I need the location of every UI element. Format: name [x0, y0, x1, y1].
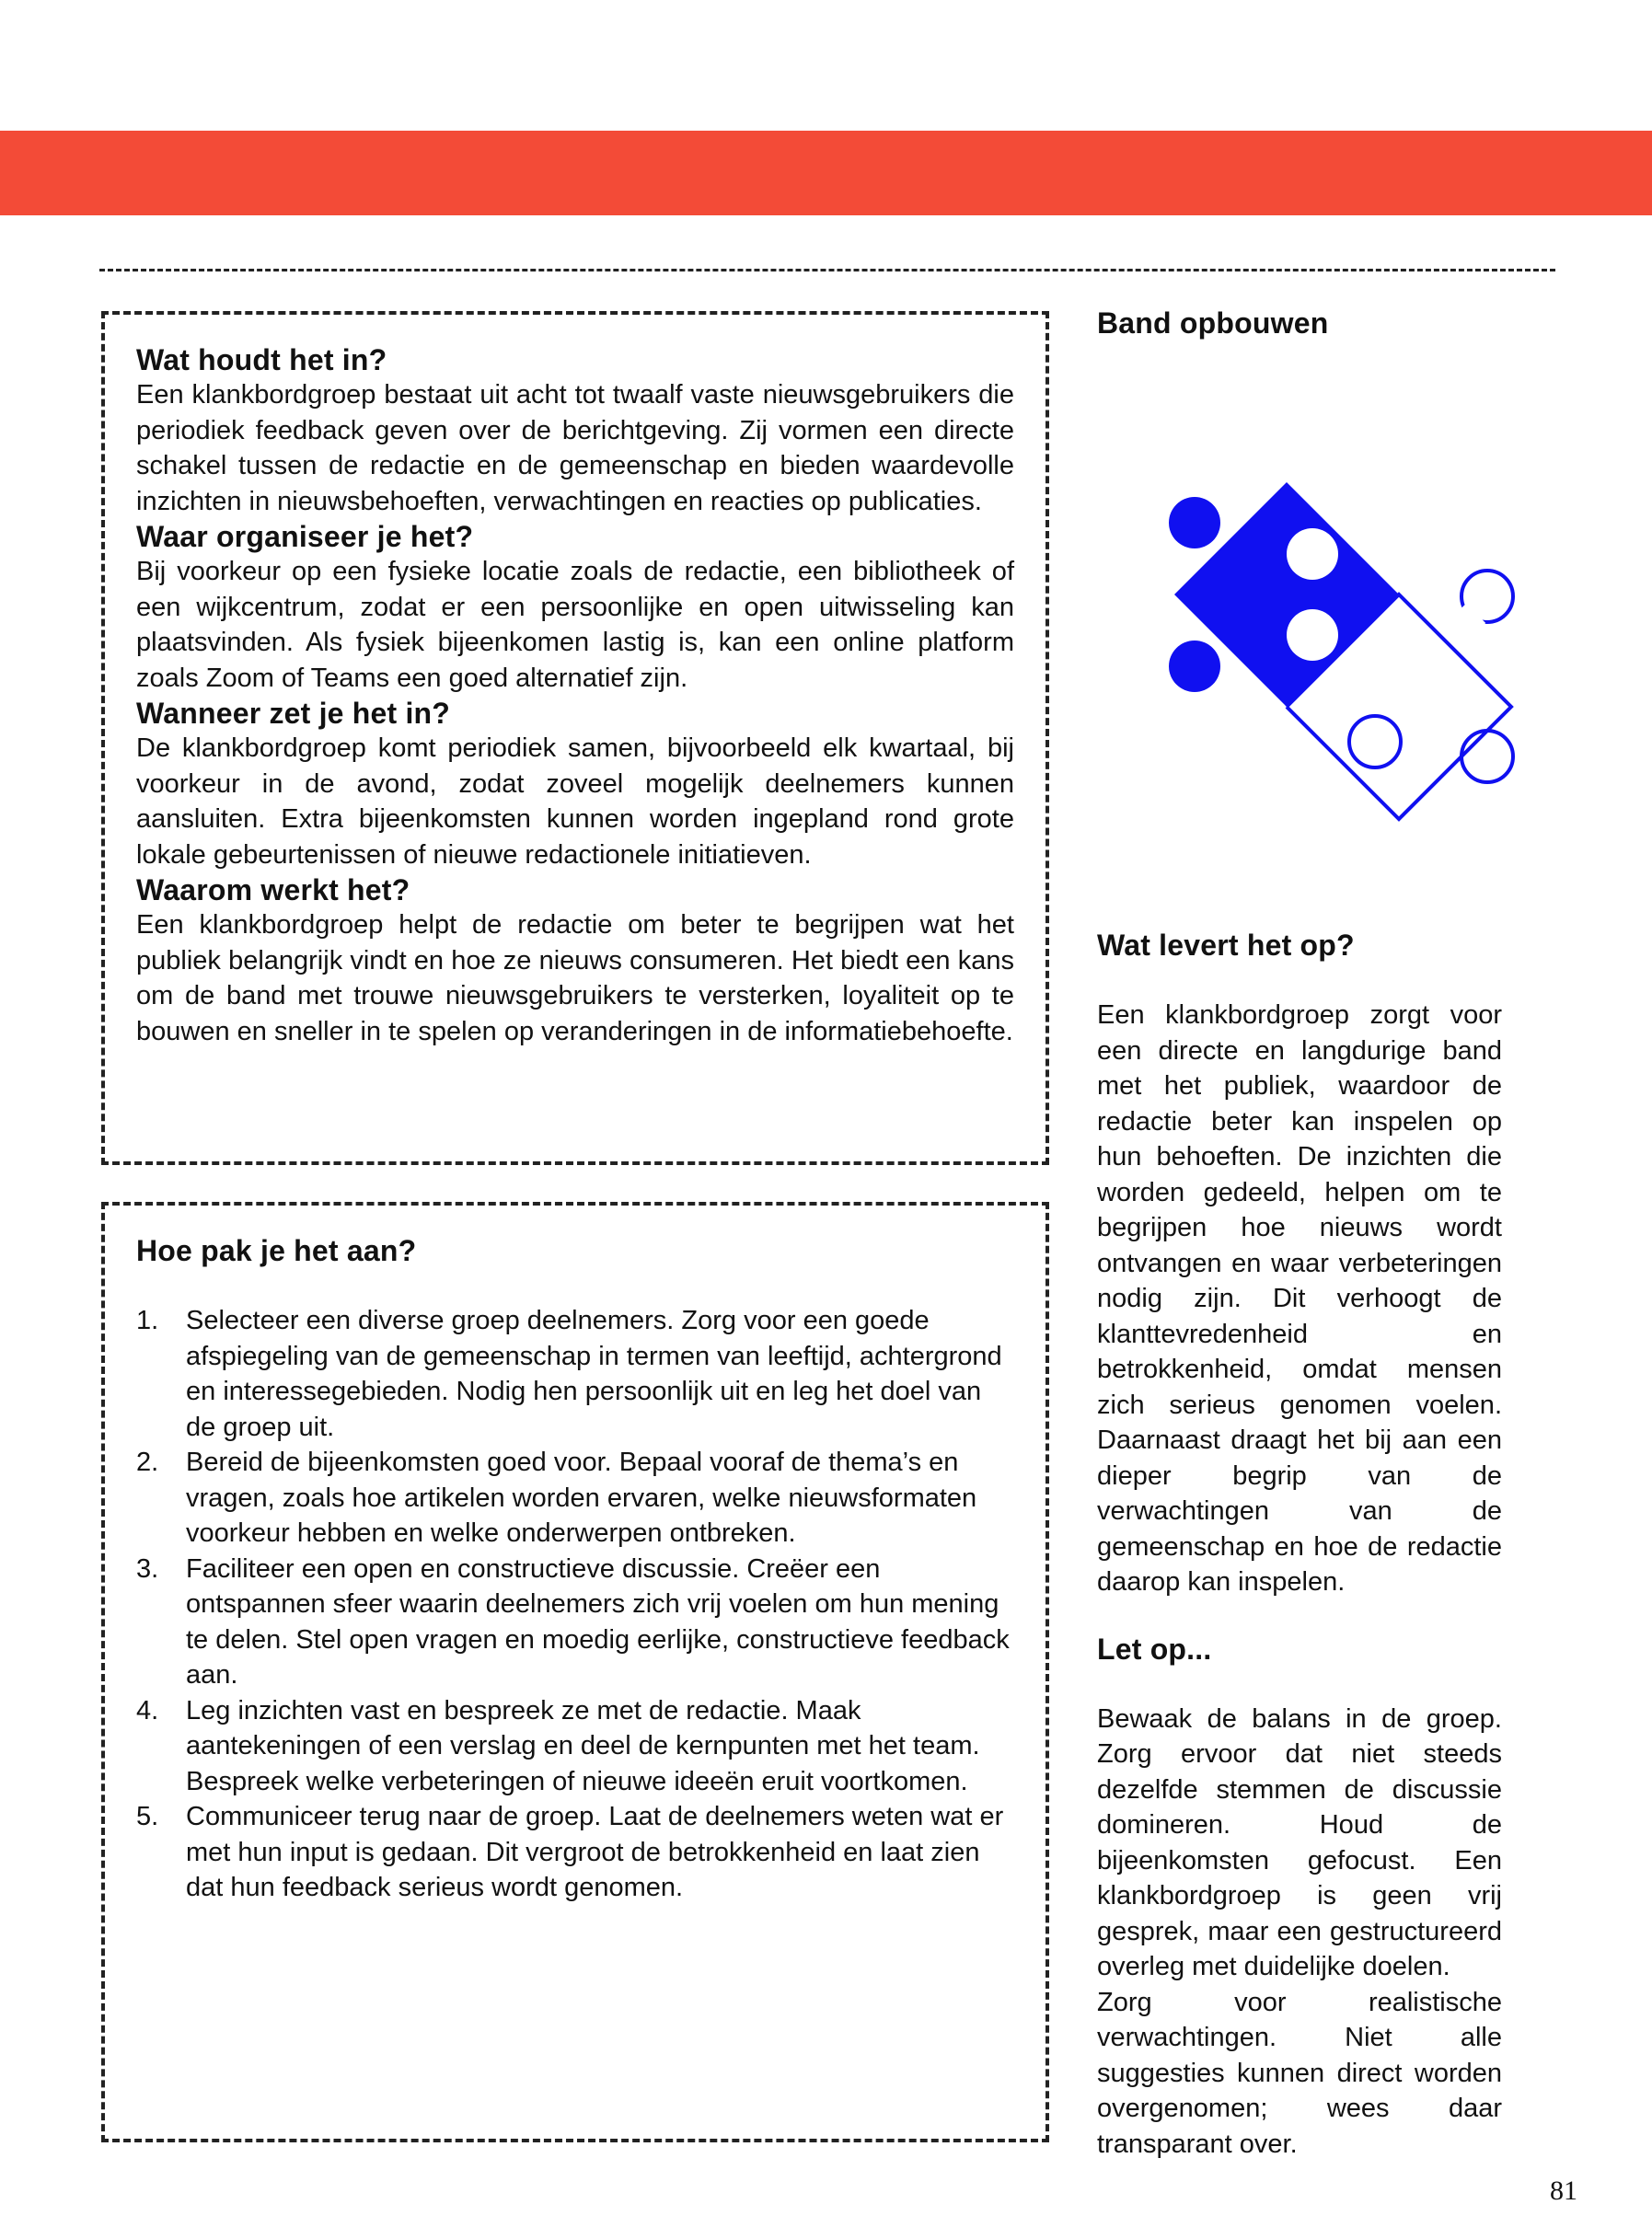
steps-box-content — [136, 1233, 1014, 1906]
step-text: Selecteer een diverse groep deelnemers. Zorg voor een goede afspiegeling van de gemeenschap in termen van leeftijd, achtergrond en interessegebieden. Nodig hen persoonlijk uit en leg het doel van de groep uit. — [186, 1306, 1002, 1442]
list-item — [136, 1693, 1014, 1800]
page-number: 81 — [1550, 2176, 1577, 2206]
list-item — [136, 1445, 1014, 1552]
step-text: Leg inzichten vast en bespreek ze met de redactie. Maak aantekeningen of een verslag en deel de kernpunten met het team. Bespreek welke verbeteringen of nieuwe ideeën eruit voortkomen. — [186, 1695, 980, 1796]
sidebar-results — [1097, 928, 1502, 2162]
step-text: Bereid de bijeenkomsten goed voor. Bepaal vooraf de thema’s en vragen, zoals hoe artikelen worden ervaren, welke nieuwsformaten voorkeur hebben en welke onderwerpen ontbreken. — [186, 1448, 977, 1548]
info-box-content — [136, 342, 1014, 1049]
section-heading-when: Wanneer zet je het in? — [136, 697, 451, 730]
steps-heading: Hoe pak je het aan? — [136, 1234, 417, 1267]
step-number: 4. — [136, 1695, 159, 1725]
step-text: Communiceer terug naar de groep. Laat de deelnemers weten wat er met hun input is gedaan. Dit vergroot de betrokkenheid en laat zien dat hun feedback serieus wordt genomen. — [186, 1802, 1004, 1902]
section-body-when: De klankbordgroep komt periodiek samen, bijvoorbeeld elk kwartaal, bij voorkeur in de avond, zodat zoveel mogelijk deelnemers kunnen aansluiten. Extra bijeenkomsten kunnen worden ingepland rond grote lokale gebeurtenissen of nieuwe redactionele initiatieven. — [136, 733, 1014, 870]
section-heading-what: Wat houdt het in? — [136, 343, 387, 376]
step-number: 1. — [136, 1306, 159, 1335]
dashed-divider — [99, 269, 1555, 271]
info-box — [101, 311, 1049, 1165]
sidebar-band — [1097, 306, 1502, 340]
section-heading-why: Waarom werkt het? — [136, 873, 410, 906]
step-number: 3. — [136, 1553, 159, 1584]
band-heading: Band opbouwen — [1097, 306, 1329, 340]
steps-box — [101, 1202, 1049, 2142]
step-text: Faciliteer een open en constructieve discussie. Creëer een ontspannen sfeer waarin deelnemers zich vrij voelen om hun mening te delen. Stel open vragen en moedig eerlijke, constructieve feedback aan. — [186, 1553, 1010, 1690]
header-banner — [0, 131, 1652, 215]
attention-heading: Let op... — [1097, 1632, 1212, 1666]
puzzle-pieces-icon — [1158, 475, 1526, 825]
step-number: 2. — [136, 1448, 159, 1477]
results-heading: Wat levert het op? — [1097, 929, 1355, 962]
section-body-where: Bij voorkeur op een fysieke locatie zoals de redactie, een bibliotheek of een wijkcentrum, zodat er een persoonlijke en open uitwisseling kan plaatsvinden. Als fysiek bijeenkomen lastig is, kan een online platform zoals Zoom of Teams een goed alternatief zijn. — [136, 557, 1014, 693]
section-body-why: Een klankbordgroep helpt de redactie om beter te begrijpen wat het publiek belangrijk vindt en hoe ze nieuws consumeren. Het biedt een kans om de band met trouwe nieuwsgebruikers te versterken, loyaliteit op te bouwen en sneller in te spelen op veranderingen in de informatiebehoefte. — [136, 910, 1014, 1046]
section-body-what: Een klankbordgroep bestaat uit acht tot twaalf vaste nieuwsgebruikers die periodiek feedback geven over de berichtgeving. Zij vormen een directe schakel tussen de redactie en de gemeenschap en bieden waardevolle inzichten in nieuwsbehoeften, verwachtingen en reacties op publicaties. — [136, 380, 1014, 516]
steps-list — [136, 1303, 1014, 1906]
attention-body-balance: Bewaak de balans in de groep. Zorg ervoor dat niet steeds dezelfde stemmen de discussie domineren. Houd de bijeenkomsten gefocust. Een klankbordgroep is geen vrij gesprek, maar een gestructureerd overleg met duidelijke doelen. — [1097, 1703, 1502, 1981]
results-body: Een klankbordgroep zorgt voor een directe en langdurige band met het publiek, waardoor de redactie beter kan inspelen op hun behoeften. De inzichten die worden gedeeld, helpen om te begrijpen hoe nieuws wordt ontvangen en waar verbeteringen nodig zijn. Dit verhoogt de klanttevredenheid en betrokkenheid, omdat mensen zich serieus genomen voelen. Daarnaast draagt het bij aan een dieper begrip van de verwachtingen van de gemeenschap en hoe de redactie daarop kan inspelen. — [1097, 1000, 1502, 1597]
list-item — [136, 1552, 1014, 1693]
section-heading-where: Waar organiseer je het? — [136, 520, 474, 553]
sidebar-attention — [1097, 1632, 1502, 2163]
step-number: 5. — [136, 1802, 159, 1831]
list-item — [136, 1303, 1014, 1445]
list-item — [136, 1799, 1014, 1906]
attention-body-expectations: Zorg voor realistische verwachtingen. Niet alle suggesties kunnen direct worden overgenomen; wees daar transparant over. — [1097, 1987, 1502, 2159]
